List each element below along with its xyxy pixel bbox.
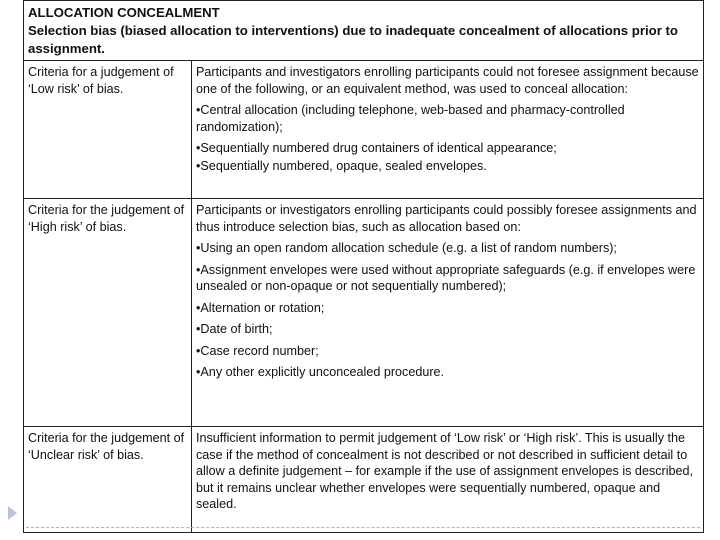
criteria-description bbox=[196, 64, 702, 179]
dashed-divider bbox=[26, 527, 700, 528]
criteria-label: Criteria for the judgement of ‘High risk’ of bias. bbox=[24, 199, 192, 426]
list-item: •Date of birth; bbox=[196, 322, 273, 336]
section-subtitle: Selection bias (biased allocation to interventions) due to inadequate concealment of allocations prior to assignment. bbox=[28, 23, 678, 56]
criteria-table bbox=[23, 0, 704, 533]
list-item: •Sequentially numbered drug containers of identical appearance; bbox=[196, 141, 557, 155]
list-item: •Assignment envelopes were used without appropriate safeguards (e.g. if envelopes were unsealed or non-opaque or not sequentially numbered); bbox=[196, 262, 696, 293]
criteria-label: Criteria for a judgement of ‘Low risk’ of bias. bbox=[24, 61, 192, 198]
slide-play-icon[interactable] bbox=[8, 506, 17, 520]
section-title: ALLOCATION CONCEALMENT bbox=[28, 5, 220, 20]
list-item: •Any other explicitly unconcealed procedure. bbox=[196, 365, 445, 379]
criteria-description bbox=[196, 202, 702, 386]
description-intro: Participants or investigators enrolling participants could possibly foresee assignments and thus introduce selection bias, such as allocation based on: bbox=[196, 203, 697, 234]
table-row-low-risk bbox=[24, 61, 703, 199]
description-intro: Insufficient information to permit judgement of ‘Low risk’ or ‘High risk’. This is usually the case if the method of concealment is not described or not described in sufficient detail to allow a definite judgement – for example if the use of assignment envelopes is described, but it remains unclear whether envelopes were sequentially numbered, opaque and sealed. bbox=[196, 431, 694, 511]
list-item: •Using an open random allocation schedule (e.g. a list of random numbers); bbox=[196, 241, 617, 255]
criteria-description bbox=[196, 430, 702, 518]
list-item: •Central allocation (including telephone, web-based and pharmacy-controlled randomization); bbox=[196, 103, 625, 134]
list-item: •Case record number; bbox=[196, 343, 319, 358]
list-item: •Sequentially numbered, opaque, sealed envelopes. bbox=[196, 158, 487, 173]
table-row-unclear-risk bbox=[24, 427, 703, 533]
description-intro: Participants and investigators enrolling participants could not foresee assignment because one of the following, or an equivalent method, was used to conceal allocation: bbox=[196, 65, 699, 96]
criteria-label: Criteria for the judgement of ‘Unclear risk’ of bias. bbox=[24, 427, 192, 533]
list-item: •Alternation or rotation; bbox=[196, 300, 325, 315]
table-header bbox=[24, 1, 703, 61]
table-row-high-risk bbox=[24, 199, 703, 427]
